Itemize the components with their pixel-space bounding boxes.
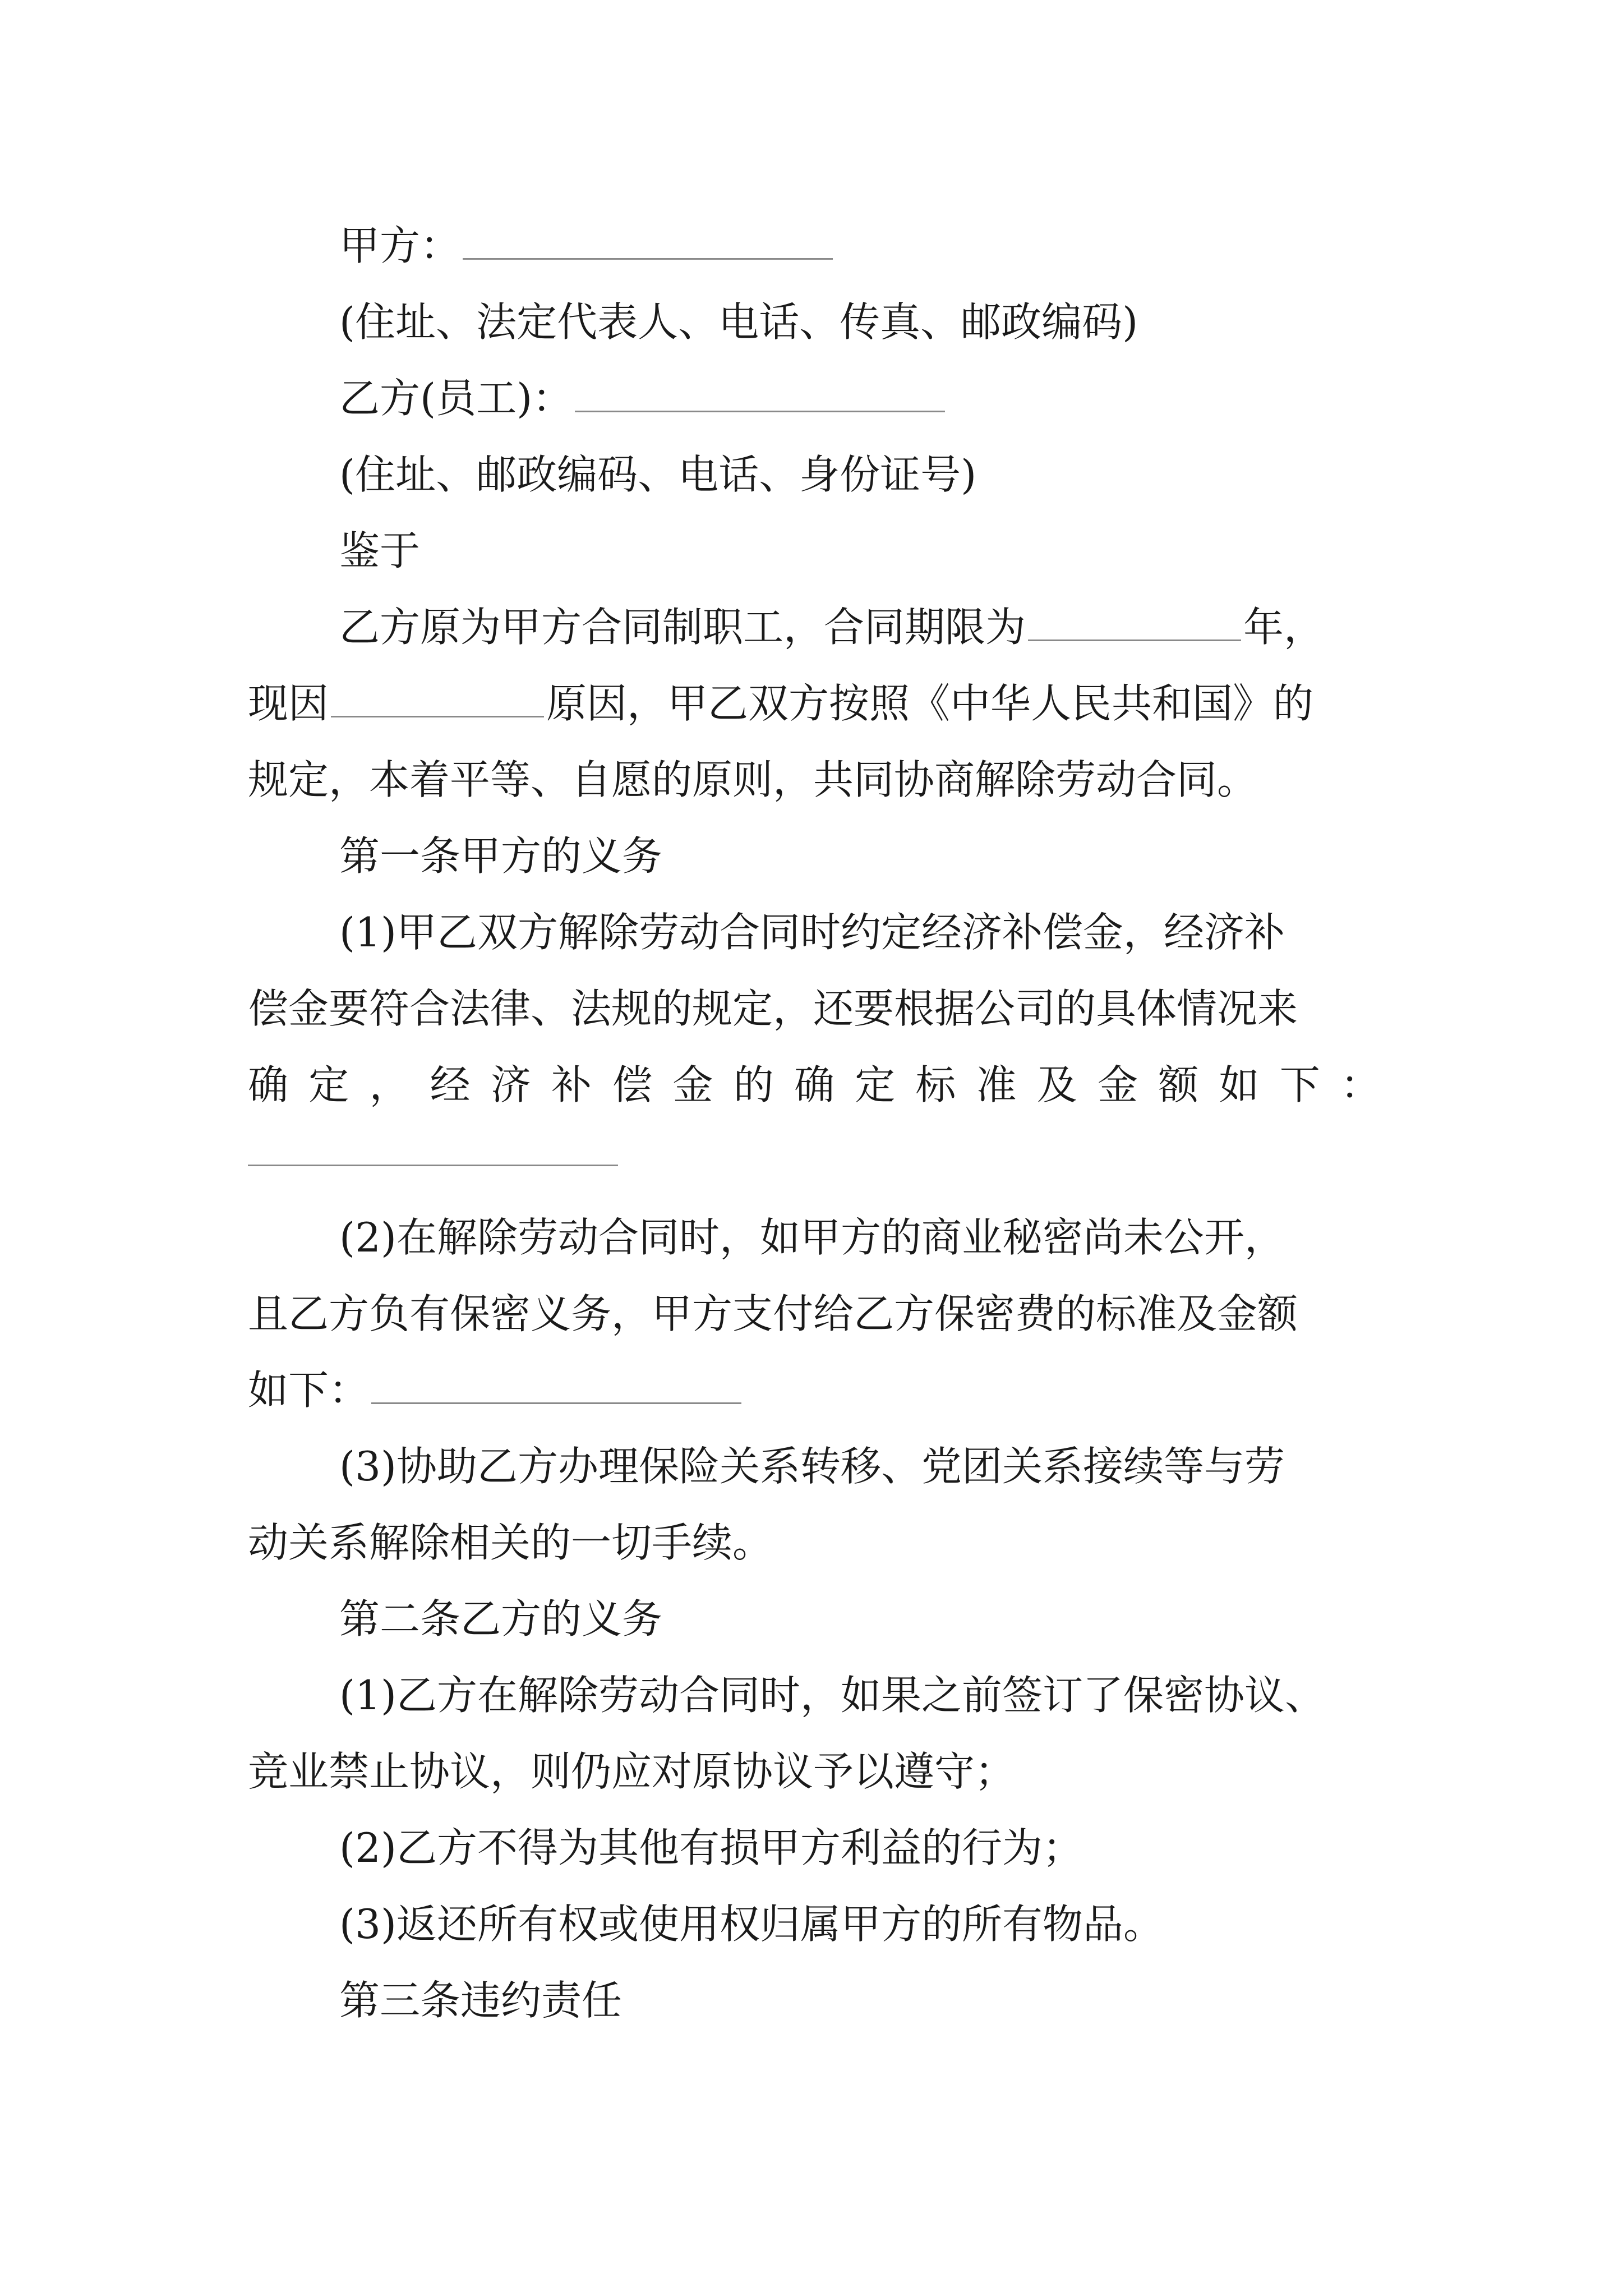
char: 的 (733, 1061, 774, 1108)
party-b-line (248, 360, 1381, 436)
char: ： (1340, 1061, 1381, 1108)
preamble-text: 现因 (248, 680, 329, 727)
confidentiality-fee-blank (371, 1364, 741, 1404)
article-2-item-3: (3)返还所有权或使用权归属甲方的所有物品。 (339, 1901, 1164, 1948)
preamble-text: 原因，甲乙双方按照《中华人民共和国》的 (546, 680, 1314, 727)
party-b-label: 乙方(员工)： (339, 375, 573, 422)
article-1-item-1-line-2: 偿金要符合法律、法规的规定，还要根据公司的具体情况来 (248, 985, 1298, 1032)
char: 金 (1098, 1061, 1138, 1108)
char: 偿 (612, 1061, 653, 1108)
preamble-text: 年， (1243, 604, 1325, 651)
preamble-text: 乙方原为甲方合同制职工，合同期限为 (339, 604, 1026, 651)
article-1-item-2-line-3 (248, 1352, 1381, 1428)
compensation-blank (248, 1163, 618, 1166)
char: 准 (976, 1061, 1017, 1108)
party-b-note: (住址、邮政编码、电话、身份证号) (339, 451, 977, 498)
party-a-blank (463, 220, 833, 260)
char: 如 (1219, 1061, 1260, 1108)
char: 下 (1279, 1061, 1320, 1108)
whereas-heading: 鉴于 (339, 527, 421, 574)
article-1-item-2-line-2: 且乙方负有保密义务，甲方支付给乙方保密费的标准及金额 (248, 1290, 1298, 1337)
article-2-title: 第二条乙方的义务 (339, 1595, 663, 1642)
preamble-line-1 (248, 589, 1381, 665)
article-1-item-1-line-3 (248, 1047, 1381, 1123)
char: 补 (551, 1061, 592, 1108)
char: 定 (308, 1061, 349, 1108)
compensation-blank-line (248, 1123, 1381, 1199)
article-1-item-2-line-1: (2)在解除劳动合同时，如甲方的商业秘密尚未公开， (339, 1214, 1285, 1261)
char: 确 (794, 1061, 834, 1108)
article-1-title: 第一条甲方的义务 (339, 832, 663, 880)
preamble-line-2 (248, 665, 1381, 742)
char: 定 (855, 1061, 896, 1108)
article-2-item-1-line-2: 竞业禁止协议，则仍应对原协议予以遵守； (248, 1748, 1016, 1795)
article-1-item-1-line-1: (1)甲乙双方解除劳动合同时约定经济补偿金，经济补 (339, 909, 1285, 956)
char: 标 (915, 1061, 956, 1108)
article-3-title: 第三条违约责任 (339, 1977, 623, 2024)
reason-blank (331, 678, 544, 717)
char: 额 (1158, 1061, 1199, 1108)
article-2-item-1-line-1: (1)乙方在解除劳动合同时，如果之前签订了保密协议、 (339, 1672, 1325, 1719)
party-b-blank (575, 372, 945, 412)
party-a-line (248, 208, 1381, 284)
char: 及 (1036, 1061, 1077, 1108)
party-a-label: 甲方： (339, 222, 461, 269)
party-a-note: (住址、法定代表人、电话、传真、邮政编码) (339, 298, 1138, 346)
char: ， (369, 1061, 410, 1108)
article-1-item-3-line-2: 动关系解除相关的一切手续。 (248, 1519, 773, 1566)
preamble-line-3: 规定，本着平等、自愿的原则，共同协商解除劳动合同。 (248, 756, 1258, 803)
article-2-item-2: (2)乙方不得为其他有损甲方利益的行为； (339, 1824, 1083, 1871)
contract-term-blank (1028, 601, 1241, 641)
document-page (248, 208, 1381, 2039)
char: 经 (430, 1061, 471, 1108)
item-text: 如下： (248, 1366, 370, 1414)
char: 金 (672, 1061, 713, 1108)
article-1-item-3-line-1: (3)协助乙方办理保险关系转移、党团关系接续等与劳 (339, 1443, 1285, 1490)
char: 确 (248, 1061, 289, 1108)
char: 济 (490, 1061, 531, 1108)
